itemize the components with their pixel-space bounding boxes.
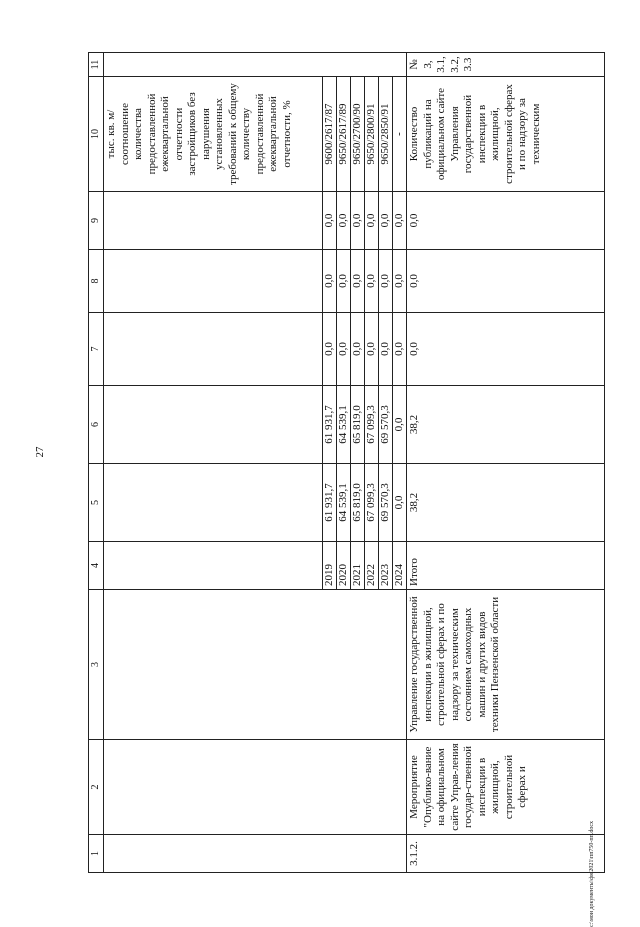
prev-cell-9: [104, 192, 323, 250]
item-row: [407, 53, 605, 873]
value-col6: 65 819,0: [351, 386, 365, 464]
year-cell: 2024: [393, 542, 407, 590]
value-col5: 69 570,3: [379, 464, 393, 542]
footer-path: с:\мои документы\фя 2021\пп750-пп.docx: [589, 820, 595, 927]
value-col7: 0,0: [323, 313, 337, 386]
col-num-9: 9: [89, 192, 104, 250]
value-col8: 0,0: [379, 250, 393, 313]
value-col10: 9650/2850/91: [379, 77, 393, 192]
col-num-3: 3: [89, 590, 104, 740]
rotated-table-container: [88, 53, 600, 873]
value-col5: 64 539,1: [337, 464, 351, 542]
value-col8: 0,0: [393, 250, 407, 313]
value-col7: 0,0: [337, 313, 351, 386]
value-col5: 67 099,3: [365, 464, 379, 542]
program-table: [88, 52, 605, 873]
value-col5: 61 931,7: [323, 464, 337, 542]
value-col7: 0,0: [379, 313, 393, 386]
prev-cell-1: [104, 835, 407, 873]
prev-cell-7: [104, 313, 323, 386]
total-col5: 38,2: [407, 464, 605, 542]
year-cell: 2019: [323, 542, 337, 590]
col-num-7: 7: [89, 313, 104, 386]
value-col9: 0,0: [323, 192, 337, 250]
col-num-1: 1: [89, 835, 104, 873]
item-number: 3.1.2.: [407, 835, 605, 873]
value-col10: 9600/2617/87: [323, 77, 337, 192]
total-col6: 38,2: [407, 386, 605, 464]
prev-cell-5: [104, 464, 323, 542]
year-cell: 2021: [351, 542, 365, 590]
prev-cell-2: [104, 740, 407, 835]
value-col7: 0,0: [351, 313, 365, 386]
column-number-row: [89, 53, 104, 873]
col-num-2: 2: [89, 740, 104, 835]
total-col9: 0,0: [407, 192, 605, 250]
value-col6: 64 539,1: [337, 386, 351, 464]
col-num-8: 8: [89, 250, 104, 313]
total-col8: 0,0: [407, 250, 605, 313]
indicator-text: тыс. кв. м/ соотношение количества предоставленной ежеквартальной отчетности застройщиков без нарушения установленных требований к общему количеству предоставленной ежеквартальной отчетности, %: [104, 77, 323, 192]
col-num-4: 4: [89, 542, 104, 590]
value-col5: 0,0: [393, 464, 407, 542]
value-col6: 61 931,7: [323, 386, 337, 464]
value-col10: 9650/2700/90: [351, 77, 365, 192]
value-col7: 0,0: [365, 313, 379, 386]
value-col8: 0,0: [365, 250, 379, 313]
value-col5: 65 819,0: [351, 464, 365, 542]
value-col9: 0,0: [365, 192, 379, 250]
linked-indicators: № 3, 3.1, 3.2, 3.3: [407, 53, 605, 77]
value-col9: 0,0: [393, 192, 407, 250]
value-col10: -: [393, 77, 407, 192]
prev-cell-8: [104, 250, 323, 313]
prev-cell-3: [104, 590, 407, 740]
year-cell: 2020: [337, 542, 351, 590]
prev-cell-4: [104, 542, 323, 590]
col-num-6: 6: [89, 386, 104, 464]
col-num-5: 5: [89, 464, 104, 542]
value-col10: 9650/2617/89: [337, 77, 351, 192]
value-col6: 0,0: [393, 386, 407, 464]
prev-cell-6: [104, 386, 323, 464]
value-col8: 0,0: [351, 250, 365, 313]
total-col7: 0,0: [407, 313, 605, 386]
value-col9: 0,0: [379, 192, 393, 250]
year-cell: 2023: [379, 542, 393, 590]
value-col9: 0,0: [337, 192, 351, 250]
measure-text: Мероприятие "Опублико-вание на официальном сайте Управ-ления государ-ственной инспекции в жилищной, строительной сферах и: [407, 740, 605, 835]
indicator-description: Количество публикаций на официальном сайте Управления государственной инспекции в жилищной, строительной сферах и по надзору за техническим: [407, 77, 605, 192]
value-col8: 0,0: [323, 250, 337, 313]
indicator-row: [104, 53, 323, 873]
value-col7: 0,0: [393, 313, 407, 386]
total-label: Итого: [407, 542, 605, 590]
value-col9: 0,0: [351, 192, 365, 250]
executor-text: Управление государственной инспекции в жилищной, строительной сферах и по надзору за техническим состоянием самоходных машин и других видов техники Пензенской области: [407, 590, 605, 740]
year-cell: 2022: [365, 542, 379, 590]
value-col10: 9650/2800/91: [365, 77, 379, 192]
prev-cell-11: [104, 53, 407, 77]
col-num-10: 10: [89, 77, 104, 192]
value-col6: 67 099,3: [365, 386, 379, 464]
value-col6: 69 570,3: [379, 386, 393, 464]
value-col8: 0,0: [337, 250, 351, 313]
col-num-11: 11: [89, 53, 104, 77]
page-number: 27: [34, 446, 46, 458]
